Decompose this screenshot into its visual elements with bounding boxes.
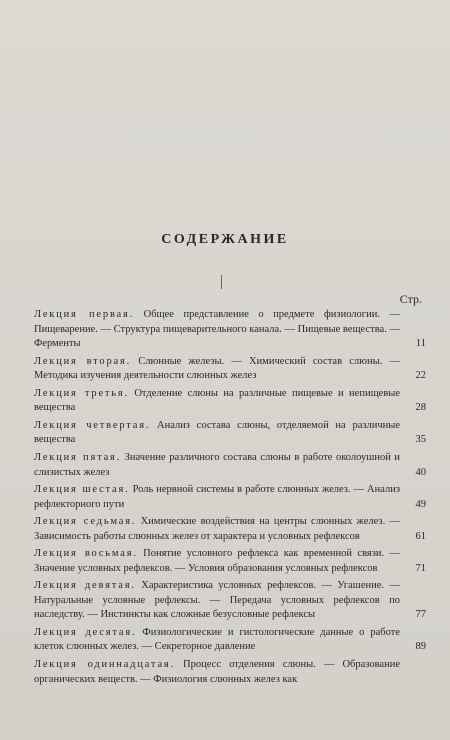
- entry-text: Химические воздействия на центры слюнных желез. — Зависимость работы слюнных желез от характера и условных рефлексов: [34, 516, 400, 542]
- entry-text: Роль нервной системы в работе слюнных желез. — Анализ рефлекторного пути: [34, 483, 400, 510]
- contents-entry: [34, 579, 426, 623]
- page-number: 61: [415, 530, 426, 542]
- entry-text: Процесс отделения слюны. — Образование органических веществ. — Физиология слюнных желез как: [34, 658, 400, 685]
- page-number: 35: [415, 434, 426, 446]
- page-number: 77: [415, 609, 426, 621]
- contents-entry: [34, 483, 426, 512]
- lecture-label: Лекция восьмая.: [34, 548, 138, 560]
- contents-entry: [34, 451, 426, 480]
- lecture-label: Лекция первая.: [34, 309, 135, 320]
- entry-text: Слюнные железы. — Химический состав слюны. — Методика изучения деятельности слюнных желез: [34, 355, 400, 382]
- page-number: 71: [415, 562, 426, 574]
- page-column-header: Стр.: [399, 292, 422, 306]
- lecture-label: Лекция третья.: [34, 387, 129, 399]
- page-number: 49: [415, 498, 426, 510]
- lecture-label: Лекция вторая.: [34, 355, 132, 367]
- contents-entry: [34, 626, 426, 655]
- page-number: 11: [415, 338, 426, 350]
- pencil-mark: [221, 275, 222, 289]
- entry-text: Отделение слюны на различные пищевые и непищевые вещества: [34, 387, 400, 414]
- contents-entry: [34, 355, 426, 384]
- page-title: СОДЕРЖАНИЕ: [161, 232, 289, 247]
- entry-text: Анализ состава слюны, отделяемой на различные вещества: [34, 419, 400, 446]
- page-number: 40: [415, 466, 426, 478]
- contents-entry: [34, 387, 426, 416]
- entry-text: Характеристика условных рефлексов. — Угашение. — Натуральные условные рефлексы. — Передача условных рефлексов по наследству. — Инстинкты как сложные безусловные рефлексы: [34, 580, 400, 621]
- contents-entry: [34, 658, 426, 687]
- page-number: 28: [415, 402, 426, 414]
- lecture-label: Лекция седьмая.: [34, 516, 137, 528]
- contents-entry: [34, 419, 426, 448]
- lecture-label: Лекция одиннадцатая.: [34, 658, 175, 670]
- entry-text: Общее представление о предмете физиологии. — Пищеварение. — Структура пищеварительного канала. — Пищевые вещества. — Ферменты: [34, 309, 400, 350]
- page-number: 89: [415, 641, 426, 653]
- contents-list: [34, 308, 426, 690]
- entry-text: Физиологические и гистологические данные о работе клеток слюнных желез. — Секреторное давление: [34, 626, 401, 653]
- page-number: 22: [415, 370, 426, 382]
- contents-entry: [34, 308, 426, 352]
- entry-text: Значение различного состава слюны в работе околоушной и слизистых желез: [34, 451, 401, 478]
- lecture-label: Лекция девятая.: [34, 580, 136, 592]
- lecture-label: Лекция четвертая.: [34, 419, 151, 431]
- contents-entry: [34, 515, 426, 544]
- lecture-label: Лекция шестая.: [34, 483, 130, 495]
- contents-entry: [34, 547, 426, 576]
- lecture-label: Лекция десятая.: [34, 626, 137, 638]
- entry-text: Понятие условного рефлекса как временной связи. — Значение условных рефлексов. — Условия образования условных рефлексов: [34, 548, 400, 574]
- lecture-label: Лекция пятая.: [34, 451, 122, 463]
